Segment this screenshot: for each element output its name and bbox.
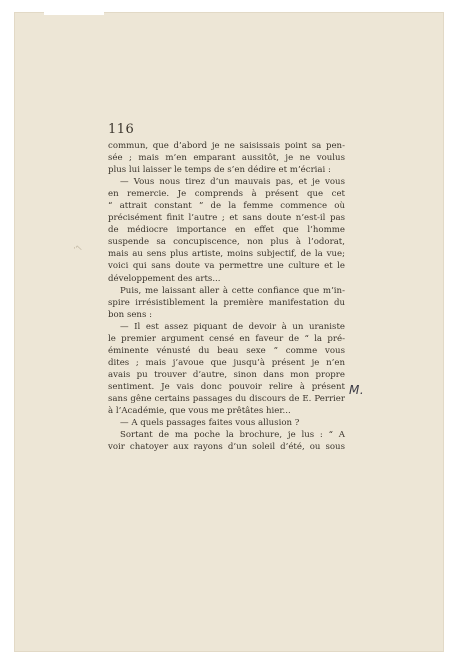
text-line: — Vous nous tirez d’un mauvais pas, et je vous — [120, 177, 345, 188]
text-line: Sortant de ma poche la brochure, je lus : “ A — [120, 430, 345, 441]
text-line: le premier argument censé en faveur de “ la pré- — [108, 333, 345, 344]
text-line: en remercie. Je comprends à présent que cet — [108, 189, 345, 200]
text-line: bon sens : — [108, 309, 153, 320]
text-line: plus lui laisser le temps de s’en dédire et m’écriai : — [108, 165, 331, 176]
text-line: voir chatoyer aux rayons d’un soleil d’été, ou sous — [108, 442, 345, 453]
text-line: sentiment. Je vais donc pouvoir relire à présent — [108, 381, 345, 392]
text-line: dites ; mais j’avoue que jusqu’à présent je n’en — [108, 357, 345, 368]
text-line: développement des arts... — [108, 273, 221, 284]
text-line: voici qui sans doute va permettre une culture et le — [108, 261, 345, 272]
torn-edge — [44, 12, 104, 15]
text-line: “ attrait constant ” de la femme commence où — [108, 201, 345, 212]
text-line: Puis, me laissant aller à cette confiance que m’in- — [120, 285, 345, 296]
margin-annotation: M. — [349, 383, 365, 397]
text-line: commun, que d’abord je ne saisissais point sa pen- — [108, 141, 345, 151]
text-line: avais pu trouver d’autre, sinon dans mon propre — [108, 369, 345, 380]
text-line: sans gêne certains passages du discours de E. Perrier — [108, 393, 345, 404]
text-line: à l’Académie, que vous me prêtâtes hier... — [108, 406, 291, 417]
page-number: 116 — [108, 122, 135, 137]
text-line: précisément finit l’autre ; et sans doute n’est-il pas — [108, 213, 345, 224]
text-line: — Il est assez piquant de devoir à un uraniste — [120, 321, 345, 332]
text-line: spire irrésistiblement la première manifestation du — [108, 297, 345, 308]
text-line: suspende sa concupiscence, non plus à l’odorat, — [108, 237, 345, 248]
text-line: mais au sens plus artiste, moins subjectif, de la vue; — [108, 249, 345, 260]
text-line: sée ; mais m’en emparant aussitôt, je ne voulus — [108, 153, 345, 164]
text-line: — A quels passages faites vous allusion ? — [120, 418, 300, 429]
stray-pencil-mark: ʼʼ\ — [72, 243, 83, 255]
body-text — [108, 140, 345, 453]
text-line: éminente vénusté du beau sexe ” comme vous — [108, 345, 345, 356]
text-line: de médiocre importance en effet que l’homme — [108, 225, 345, 236]
